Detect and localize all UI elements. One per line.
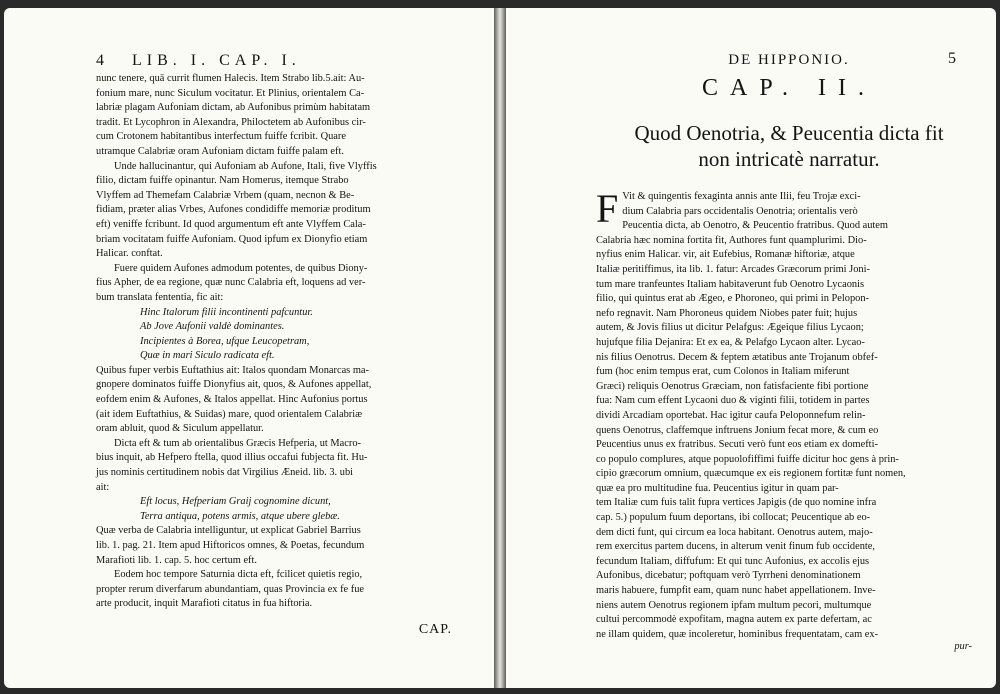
text-line: cultui percommodè expofitam, magna autem ex parte defertam, ac [596, 614, 872, 626]
text-line: cipio græcorum omnium, quæcumque ex eis regionem fortitæ funt nomen, [596, 468, 906, 480]
text-line: Dicta eft & tum ab orientalibus Græcis Hefperia, ut Macro- [114, 437, 361, 449]
text-line: fonium mare, nunc Siculum vocitatur. Et Plinius, orientalem Ca- [96, 87, 365, 99]
text-line: Italiæ peritiffimus, ita lib. 1. fatur: Arcades Græcorum primi Joni- [596, 263, 870, 275]
left-running-title: LIB. I. CAP. I. [132, 52, 301, 69]
left-page-number: 4 [96, 52, 104, 69]
text-line: fecundum Italiam, diffufum: Et qui tunc Aufonius, ex accolis ejus [596, 555, 870, 567]
text-line: fidiam, præter alias Vrbes, Aufones condidiffe memoriæ proditum [96, 204, 371, 216]
text-line: rem exercitus partem ducens, in alterum venit finum fub occidente, [596, 541, 876, 553]
text-line: dem dicti funt, qui circum ea loca habitant. Oenotrus autem, majo- [596, 526, 873, 538]
text-line: tum mare tranfeuntes Italiam habitaverunt fub Oenotro Lycaonis [596, 278, 865, 290]
text-line: filio, dictam fuiffe opinantur. Nam Homerus, itemque Strabo [96, 175, 349, 187]
text-line: autem, & Jovis filius ut dicitur Pelafgus: Ægeique filius Lycaon; [596, 322, 864, 334]
chapter-title: CAP. II. [701, 75, 876, 101]
text-line: dividi Arcadiam oportebat. Hac igitur caufa Peloponnefum relin- [596, 409, 866, 421]
text-line: quens Oenotrus, claffemque inftruens Jonium fecat more, & cum eo [596, 424, 879, 436]
text-line: fius Apher, de ea regione, quæ nunc Calabria eft, loquens ad ver- [96, 277, 366, 289]
text-line: cap. 5.) populum fuum deportans, ibi collocat; Peucentique ab eo- [596, 512, 871, 524]
text-line: niens autem Oenotrus regionem ipfam multum pecori, multumque [596, 599, 872, 611]
text-line: dium Calabria pars occidentalis Oenotria; orientalis verò [622, 205, 858, 217]
chapter-subtitle [596, 120, 982, 172]
text-line: tradit. Et Lycophron in Alexandra, Philoctetem ab Aufonibus cir- [96, 116, 366, 128]
text-line: lib. 1. pag. 21. Item apud Hiftoricos omnes, & Poetas, fecundum [96, 540, 365, 551]
text-line: fua: Nam cum effent Lycaoni duo & viginti filii, totidem in partes [596, 395, 870, 407]
text-line: tem Italiæ cum fuis talit fupra vertices Japigis (de quo nomine infra [596, 497, 877, 509]
verse-line: Eft locus, Hefperiam Graij cognomine dicunt, [140, 496, 331, 508]
text-line: filio, qui quintus erat ab Ægeo, e Phoroneo, qui primi in Pelopon- [596, 293, 870, 305]
right-page-number: 5 [948, 50, 956, 67]
text-line: quæ ea pro multitudine fua. Peucentius igitur in quam par- [596, 482, 839, 494]
text-line: Græci) reliquis Oenotrus Græciam, non fatisfaciente fibi portione [596, 380, 869, 392]
text-line: ait: [96, 481, 110, 493]
text-line: briam vocitatam fuiffe Aufoniam. Quod ipfum ex Dionyfio etiam [96, 233, 368, 245]
text-line: cum Crotonem habitantibus interfectum fuiffe fcribit. Quare [96, 131, 346, 143]
text-line: bum translata fententia, fic ait: [96, 291, 224, 303]
text-line: Peucentius unus ex fratribus. Secuti verò funt eos etiam ex domefti- [596, 439, 878, 451]
text-line: Quæ verba de Calabria intelliguntur, ut explicat Gabriel Barrius [96, 525, 361, 537]
subtitle-line: Quod Oenotria, & Peucentia dicta fit [634, 121, 944, 145]
drop-cap: F [596, 186, 619, 231]
verse-line: Hinc Italorum filii incontinenti pafcuntur. [140, 306, 313, 318]
left-body-text [96, 72, 478, 612]
text-line: nis filius Oenotrus. Decem & feptem ætatibus ante Trojanum obfef- [596, 351, 878, 363]
left-running-head [96, 52, 478, 70]
text-line: (ait idem Euftathius, & Suidas) mare, quod orientalem Calabriæ [96, 408, 363, 420]
left-page [4, 8, 494, 688]
text-line: co populo complures, atque popuolofiffimi fuiffe dicitur hoc gens à prin- [596, 453, 899, 465]
text-line: propter rerum diverfarum abundantiam, quas Provincia ex fe fue [96, 583, 365, 595]
text-line: Quibus fuper verbis Euftathius ait: Italos quondam Monarcas ma- [96, 364, 369, 376]
book-gutter [494, 8, 506, 688]
verse-line: Ab Jove Aufonii valdè dominantes. [140, 321, 285, 333]
text-line: labriæ plagam Aufoniam dictam, ab Aufonibus primùm habitatam [96, 102, 371, 114]
text-line: nunc tenere, quā currit flumen Halecis. Item Strabo lib.5.ait: Au- [96, 73, 365, 84]
text-line: Vit & quingentis fexaginta annis ante Ilii, feu Trojæ exci- [622, 191, 861, 202]
right-body-text [596, 186, 982, 642]
text-line: bius inquit, ab Hefpero ftella, quod illius occafui fubjecta fit. Hu- [96, 452, 368, 464]
verse-line: Quæ in mari Siculo radicata eft. [140, 350, 275, 362]
text-line: nefo regnavit. Nam Phoroneus quidem Niobes pater fuit; hujus [596, 307, 858, 319]
verse-line: Incipientes à Borea, ufque Leucopetram, [140, 335, 310, 347]
subtitle-line: non intricatè narratur. [698, 147, 880, 171]
text-line: hujufque filia Dejanira: Et ex ea, & Pelafgo Lycaon alter. Lycao- [596, 336, 865, 348]
text-line: Calabria hæc nomina fortita fit, Authores funt quamplurimi. Dio- [596, 234, 867, 246]
text-line: utramque Calabriæ oram Aufoniam dictam fuiffe palam eft. [96, 145, 344, 157]
right-page [506, 8, 996, 688]
text-line: eft) veniffe fcribunt. Id quod argumentum eft ante Vlyffem Cala- [96, 218, 366, 230]
right-running-title: DE HIPPONIO. [728, 52, 850, 68]
text-line: Vlyffem ad Themefam Calabriæ Vrbem (quam, necnon & Be- [96, 189, 355, 201]
text-line: Eodem hoc tempore Saturnia dicta eft, fcilicet quietis regio, [114, 569, 363, 581]
left-catchword: CAP. [418, 622, 452, 637]
text-line: oram abluit, quod & Siculum appellatur. [96, 423, 264, 435]
text-line: Marafioti lib. 1. cap. 5. hoc certum eft. [96, 554, 257, 566]
right-running-head [596, 52, 982, 69]
text-line: jus nominis certitudinem nobis dat Virgilius Æneid. lib. 3. ubi [96, 467, 354, 479]
text-line: nyfius enim Halicar. vir, ait Eufebius, Romanæ hiftoriæ, atque [596, 249, 855, 261]
text-line: ne illam quidem, quæ incoleretur, hominibus frequentatam, cam ex- [596, 628, 879, 640]
text-line: gnopere dominatos fuiffe Dionyfius ait, quos, & Aufones appellat, [96, 379, 372, 391]
text-line: arte producit, inquit Marafioti citatus in fua hiftoria. [96, 598, 313, 610]
text-line: eofdem enim & Aufones, & Italos appellat. Hinc Aufonius portus [96, 394, 368, 406]
verse-line: Terra antiqua, potens armis, atque ubere glebæ. [140, 510, 340, 522]
text-line: maris habuere, fumpfit eam, quam nunc habet appellationem. Inve- [596, 585, 876, 597]
text-line: Unde hallucinantur, qui Aufoniam ab Aufone, Itali, five Vlyffis [114, 160, 377, 172]
text-line: Peucentia dicta, ab Oenotro, & Peucentio fratribus. Quod autem [622, 220, 888, 232]
text-line: Aufonibus, dicebatur; poftquam verò Tyrrheni denominationem [596, 570, 861, 582]
text-line: fum (hoc enim tempus erat, cum Colonos in Italiam miferunt [596, 366, 850, 378]
right-catchword: pur- [954, 641, 972, 652]
text-line: Fuere quidem Aufones admodum potentes, de quibus Diony- [114, 262, 368, 274]
text-line: Halicar. conftat. [96, 248, 163, 260]
